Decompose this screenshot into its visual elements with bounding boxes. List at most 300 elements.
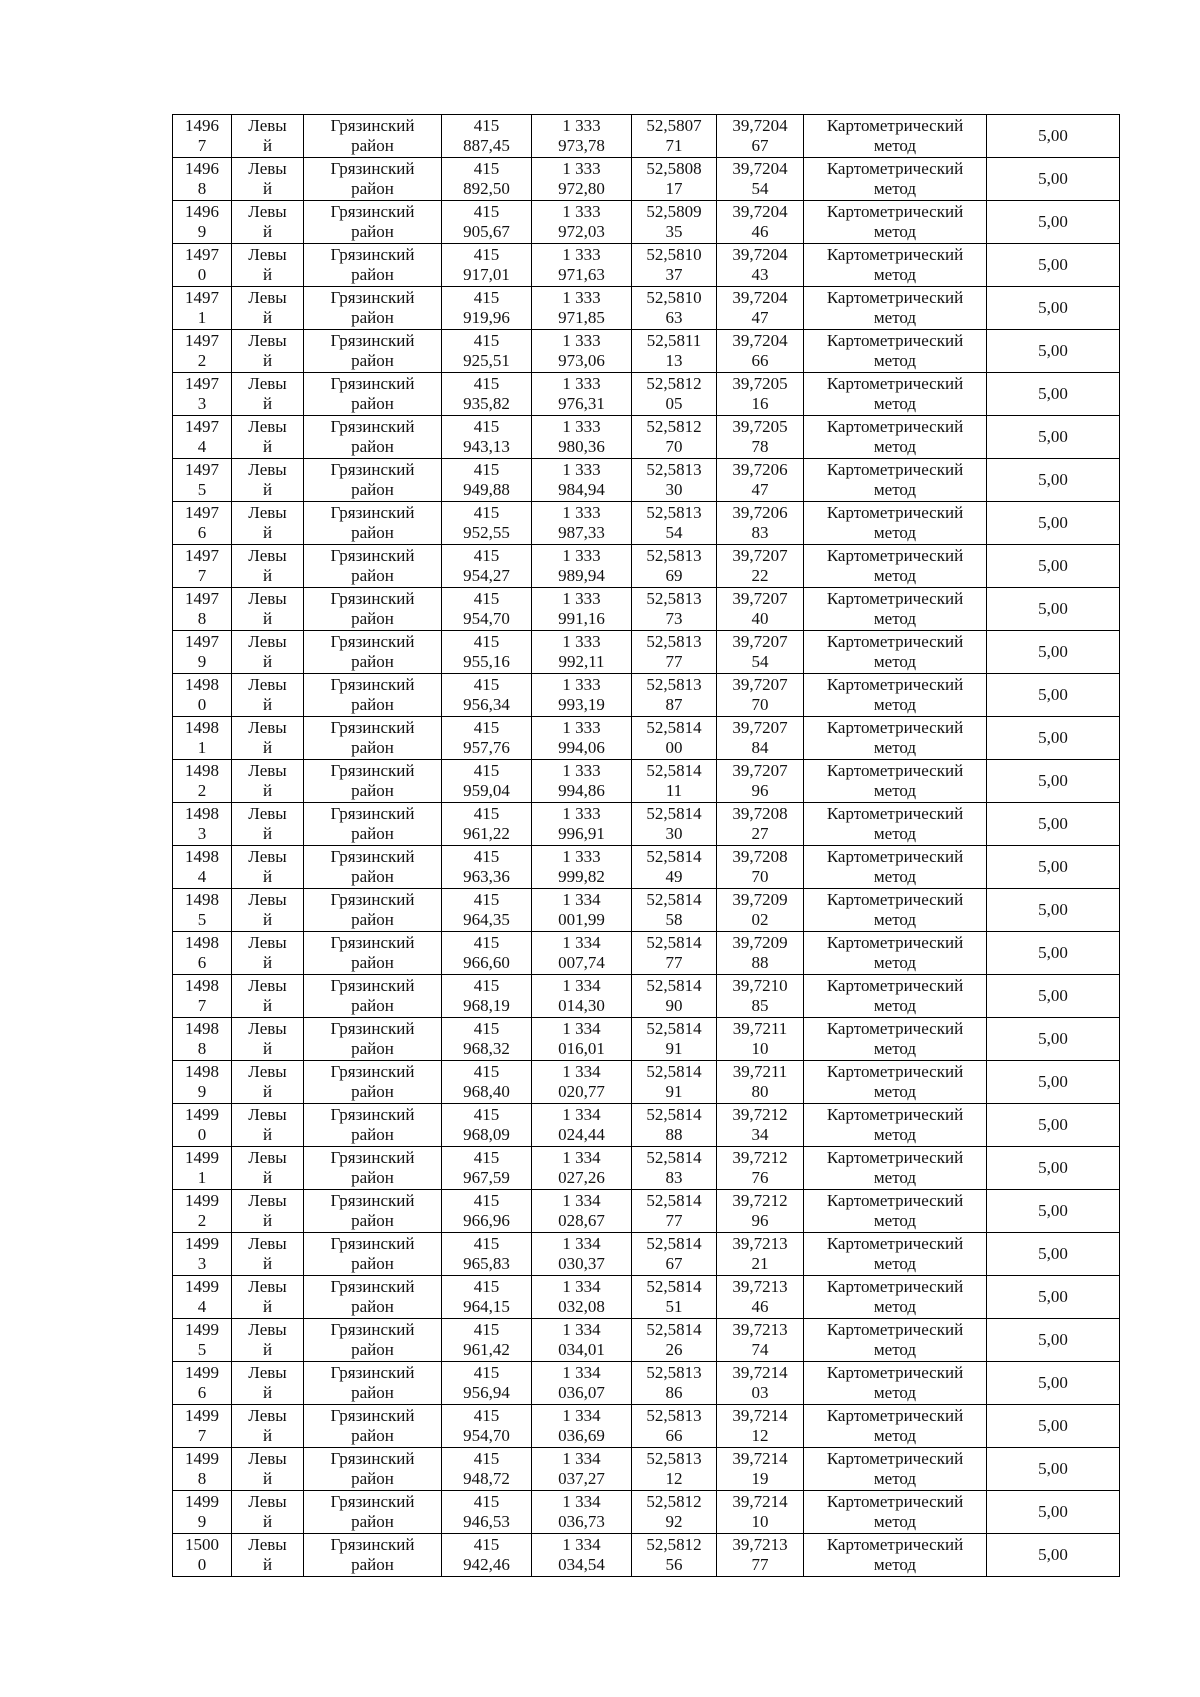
bank-side-line-2: й [262,1555,273,1574]
district-line-1: Грязинский [330,589,415,608]
coord-y-cell [532,201,632,244]
table-row [173,287,1120,330]
bank-side-cell [232,631,304,674]
method-cell [804,1448,987,1491]
point-number-line-1: 1497 [185,288,219,307]
coord-y-line-1: 1 334 [562,1105,601,1124]
coord-x-cell [442,1147,532,1190]
coord-y-line-2: 972,03 [558,222,605,241]
coord-x-line-2: 966,96 [463,1211,510,1230]
longitude-line-2: 70 [751,695,769,714]
district-cell [304,889,442,932]
accuracy-value: 5,00 [1038,1545,1068,1564]
point-number-cell [173,803,232,846]
coord-y-line-1: 1 333 [562,202,601,221]
method-cell [804,1362,987,1405]
coord-y-line-1: 1 334 [562,1492,601,1511]
coordinates-table [172,114,1120,1577]
longitude-line-1: 39,7212 [732,1191,788,1210]
point-number-cell [173,416,232,459]
accuracy-cell [987,115,1120,158]
district-line-2: район [351,695,394,714]
bank-side-cell [232,416,304,459]
latitude-line-2: 26 [665,1340,683,1359]
coord-y-cell [532,1104,632,1147]
point-number-cell [173,760,232,803]
accuracy-cell [987,201,1120,244]
district-line-2: район [351,394,394,413]
district-line-1: Грязинский [330,331,415,350]
coord-y-cell [532,1491,632,1534]
table-row [173,158,1120,201]
table-row [173,416,1120,459]
latitude-line-2: 56 [665,1555,683,1574]
bank-side-line-1: Левы [248,116,287,135]
latitude-line-2: 12 [665,1469,683,1488]
district-line-1: Грязинский [330,933,415,952]
district-line-1: Грязинский [330,890,415,909]
point-number-cell [173,1319,232,1362]
coord-y-line-2: 037,27 [558,1469,605,1488]
latitude-line-1: 52,5813 [646,1363,702,1382]
point-number-line-1: 1498 [185,847,219,866]
longitude-cell [717,1190,804,1233]
bank-side-line-2: й [262,179,273,198]
coord-y-line-2: 036,07 [558,1383,605,1402]
bank-side-line-1: Левы [248,761,287,780]
latitude-line-2: 17 [665,179,683,198]
accuracy-cell [987,330,1120,373]
bank-side-cell [232,717,304,760]
point-number-cell [173,373,232,416]
method-cell [804,545,987,588]
accuracy-value: 5,00 [1038,1287,1068,1306]
district-cell [304,1362,442,1405]
coord-y-cell [532,803,632,846]
district-line-1: Грязинский [330,460,415,479]
accuracy-cell [987,416,1120,459]
coord-x-line-2: 942,46 [463,1555,510,1574]
accuracy-cell [987,631,1120,674]
longitude-cell [717,846,804,889]
district-line-2: район [351,652,394,671]
longitude-cell [717,717,804,760]
method-line-1: Картометрический [826,1535,964,1554]
table-row [173,244,1120,287]
coord-x-cell [442,287,532,330]
bank-side-line-2: й [262,1469,273,1488]
point-number-line-2: 0 [197,1125,207,1144]
accuracy-cell [987,1147,1120,1190]
coord-x-line-2: 961,22 [463,824,510,843]
table-row [173,1147,1120,1190]
longitude-line-1: 39,7209 [732,890,788,909]
latitude-line-2: 30 [665,824,683,843]
bank-side-cell [232,588,304,631]
bank-side-cell [232,1233,304,1276]
coord-x-line-2: 956,94 [463,1383,510,1402]
latitude-line-2: 51 [665,1297,683,1316]
accuracy-value: 5,00 [1038,341,1068,360]
method-line-2: метод [873,781,917,800]
longitude-cell [717,1362,804,1405]
method-cell [804,1061,987,1104]
point-number-line-2: 2 [197,1211,207,1230]
longitude-cell [717,803,804,846]
method-line-2: метод [873,437,917,456]
bank-side-line-2: й [262,1426,273,1445]
point-number-cell [173,459,232,502]
bank-side-cell [232,1190,304,1233]
longitude-line-2: 80 [751,1082,769,1101]
bank-side-cell [232,158,304,201]
point-number-line-2: 1 [197,308,207,327]
coord-x-line-1: 415 [473,1492,500,1511]
longitude-line-2: 03 [751,1383,769,1402]
accuracy-cell [987,760,1120,803]
method-line-2: метод [873,1555,917,1574]
coord-y-cell [532,373,632,416]
method-line-1: Картометрический [826,1191,964,1210]
latitude-line-1: 52,5812 [646,1492,702,1511]
bank-side-line-1: Левы [248,804,287,823]
accuracy-value: 5,00 [1038,212,1068,231]
district-cell [304,373,442,416]
bank-side-line-2: й [262,480,273,499]
method-line-1: Картометрический [826,1148,964,1167]
longitude-cell [717,115,804,158]
method-cell [804,1190,987,1233]
point-number-line-1: 1498 [185,675,219,694]
coord-x-line-1: 415 [473,374,500,393]
coord-y-line-2: 001,99 [558,910,605,929]
method-line-1: Картометрический [826,417,964,436]
bank-side-cell [232,1491,304,1534]
point-number-line-1: 1497 [185,374,219,393]
method-line-2: метод [873,308,917,327]
accuracy-cell [987,1534,1120,1577]
coord-x-cell [442,1534,532,1577]
district-line-1: Грязинский [330,1148,415,1167]
method-line-2: метод [873,738,917,757]
coord-x-line-1: 415 [473,890,500,909]
coord-x-line-1: 415 [473,1535,500,1554]
district-cell [304,717,442,760]
longitude-line-2: 96 [751,1211,769,1230]
table-row [173,975,1120,1018]
coord-x-line-1: 415 [473,1320,500,1339]
bank-side-line-2: й [262,1297,273,1316]
method-line-2: метод [873,566,917,585]
bank-side-cell [232,1061,304,1104]
method-cell [804,502,987,545]
latitude-line-1: 52,5807 [646,116,702,135]
accuracy-value: 5,00 [1038,169,1068,188]
district-cell [304,932,442,975]
longitude-line-1: 39,7207 [732,589,788,608]
point-number-line-2: 9 [197,1512,207,1531]
district-cell [304,330,442,373]
accuracy-value: 5,00 [1038,642,1068,661]
latitude-line-2: 63 [665,308,683,327]
district-cell [304,244,442,287]
district-line-1: Грязинский [330,1062,415,1081]
coord-y-line-1: 1 333 [562,460,601,479]
coord-x-cell [442,201,532,244]
method-line-1: Картометрический [826,1406,964,1425]
district-cell [304,1276,442,1319]
longitude-cell [717,1491,804,1534]
district-line-1: Грязинский [330,1191,415,1210]
bank-side-line-1: Левы [248,1191,287,1210]
coord-x-line-2: 905,67 [463,222,510,241]
district-line-2: район [351,308,394,327]
coord-x-cell [442,373,532,416]
coord-x-cell [442,717,532,760]
latitude-line-1: 52,5809 [646,202,702,221]
coord-y-cell [532,459,632,502]
bank-side-line-1: Левы [248,1363,287,1382]
coord-y-line-1: 1 334 [562,1320,601,1339]
point-number-line-1: 1498 [185,976,219,995]
coord-y-line-2: 972,80 [558,179,605,198]
coord-x-line-2: 954,70 [463,609,510,628]
accuracy-value: 5,00 [1038,1072,1068,1091]
bank-side-line-2: й [262,824,273,843]
bank-side-cell [232,244,304,287]
latitude-cell [632,1104,717,1147]
point-number-line-1: 1496 [185,202,219,221]
coord-y-line-2: 989,94 [558,566,605,585]
method-cell [804,287,987,330]
method-cell [804,373,987,416]
latitude-line-2: 35 [665,222,683,241]
district-line-2: район [351,179,394,198]
latitude-cell [632,1405,717,1448]
coord-x-cell [442,1233,532,1276]
coord-x-line-2: 967,59 [463,1168,510,1187]
longitude-line-1: 39,7208 [732,804,788,823]
coord-y-cell [532,158,632,201]
coord-y-cell [532,932,632,975]
coord-y-line-1: 1 333 [562,245,601,264]
latitude-line-2: 05 [665,394,683,413]
method-cell [804,1147,987,1190]
point-number-line-2: 8 [197,179,207,198]
longitude-line-1: 39,7213 [732,1320,788,1339]
table-row [173,1319,1120,1362]
longitude-line-2: 77 [751,1555,769,1574]
longitude-line-2: 84 [751,738,769,757]
coord-y-cell [532,1276,632,1319]
accuracy-cell [987,545,1120,588]
longitude-line-1: 39,7204 [732,202,788,221]
coord-x-cell [442,115,532,158]
bank-side-line-1: Левы [248,847,287,866]
district-line-2: район [351,1555,394,1574]
coord-y-cell [532,717,632,760]
coord-x-line-1: 415 [473,1363,500,1382]
longitude-cell [717,1405,804,1448]
coord-x-line-1: 415 [473,1277,500,1296]
point-number-line-1: 1499 [185,1406,219,1425]
coord-x-cell [442,588,532,631]
latitude-cell [632,416,717,459]
coord-y-cell [532,115,632,158]
bank-side-line-1: Левы [248,1449,287,1468]
method-cell [804,1405,987,1448]
latitude-cell [632,975,717,1018]
district-line-2: район [351,738,394,757]
longitude-line-2: 74 [751,1340,769,1359]
method-line-1: Картометрический [826,374,964,393]
coord-y-line-1: 1 333 [562,417,601,436]
bank-side-line-2: й [262,1125,273,1144]
coord-x-line-2: 954,27 [463,566,510,585]
bank-side-line-2: й [262,953,273,972]
point-number-cell [173,631,232,674]
coord-x-cell [442,1104,532,1147]
latitude-cell [632,932,717,975]
latitude-line-1: 52,5814 [646,1148,702,1167]
point-number-cell [173,1491,232,1534]
bank-side-cell [232,846,304,889]
coord-x-cell [442,1276,532,1319]
point-number-line-1: 1498 [185,718,219,737]
coord-x-line-2: 892,50 [463,179,510,198]
district-line-1: Грязинский [330,1277,415,1296]
latitude-line-1: 52,5814 [646,718,702,737]
longitude-line-2: 88 [751,953,769,972]
latitude-cell [632,373,717,416]
coord-y-line-1: 1 333 [562,761,601,780]
longitude-line-2: 70 [751,867,769,886]
bank-side-line-1: Левы [248,202,287,221]
district-cell [304,1233,442,1276]
coord-y-line-1: 1 333 [562,331,601,350]
longitude-line-1: 39,7213 [732,1234,788,1253]
accuracy-value: 5,00 [1038,1373,1068,1392]
district-cell [304,1448,442,1491]
coord-x-line-1: 415 [473,1019,500,1038]
longitude-line-1: 39,7214 [732,1492,788,1511]
coord-x-line-1: 415 [473,546,500,565]
method-cell [804,975,987,1018]
longitude-line-2: 85 [751,996,769,1015]
method-line-2: метод [873,1426,917,1445]
coord-y-line-1: 1 334 [562,1062,601,1081]
coord-x-line-1: 415 [473,632,500,651]
point-number-line-2: 3 [197,1254,207,1273]
bank-side-line-2: й [262,1383,273,1402]
latitude-cell [632,1534,717,1577]
point-number-line-2: 7 [197,1426,207,1445]
bank-side-line-2: й [262,609,273,628]
coord-y-line-1: 1 334 [562,1406,601,1425]
point-number-cell [173,1147,232,1190]
bank-side-cell [232,1319,304,1362]
accuracy-value: 5,00 [1038,771,1068,790]
coord-x-cell [442,631,532,674]
method-line-2: метод [873,609,917,628]
longitude-cell [717,1276,804,1319]
longitude-cell [717,1104,804,1147]
coord-x-line-1: 415 [473,589,500,608]
coord-y-line-1: 1 333 [562,116,601,135]
latitude-line-2: 58 [665,910,683,929]
point-number-cell [173,115,232,158]
method-line-1: Картометрический [826,761,964,780]
latitude-line-2: 91 [665,1082,683,1101]
bank-side-line-1: Левы [248,1234,287,1253]
coord-x-line-2: 948,72 [463,1469,510,1488]
accuracy-value: 5,00 [1038,1201,1068,1220]
bank-side-line-1: Левы [248,546,287,565]
method-cell [804,330,987,373]
district-line-1: Грязинский [330,1105,415,1124]
longitude-cell [717,244,804,287]
coord-y-line-2: 987,33 [558,523,605,542]
bank-side-cell [232,932,304,975]
longitude-line-2: 34 [751,1125,769,1144]
bank-side-line-1: Левы [248,1406,287,1425]
latitude-line-2: 71 [665,136,683,155]
coord-x-cell [442,674,532,717]
district-line-2: район [351,1168,394,1187]
method-line-2: метод [873,351,917,370]
bank-side-line-1: Левы [248,718,287,737]
bank-side-line-2: й [262,351,273,370]
point-number-line-1: 1499 [185,1148,219,1167]
method-line-1: Картометрический [826,804,964,823]
coord-y-line-2: 034,54 [558,1555,605,1574]
point-number-line-1: 1498 [185,890,219,909]
coord-y-line-1: 1 334 [562,1019,601,1038]
accuracy-cell [987,244,1120,287]
coord-x-line-2: 887,45 [463,136,510,155]
latitude-cell [632,1491,717,1534]
coord-y-line-2: 973,78 [558,136,605,155]
coord-x-line-2: 935,82 [463,394,510,413]
coord-x-line-2: 957,76 [463,738,510,757]
point-number-line-2: 1 [197,1168,207,1187]
point-number-cell [173,846,232,889]
latitude-line-2: 13 [665,351,683,370]
bank-side-line-1: Левы [248,331,287,350]
district-line-2: район [351,1082,394,1101]
method-line-1: Картометрический [826,1234,964,1253]
bank-side-cell [232,1448,304,1491]
longitude-cell [717,1147,804,1190]
accuracy-cell [987,1491,1120,1534]
accuracy-cell [987,1061,1120,1104]
point-number-cell [173,545,232,588]
bank-side-line-1: Левы [248,1148,287,1167]
longitude-line-2: 47 [751,308,769,327]
longitude-line-2: 96 [751,781,769,800]
accuracy-cell [987,502,1120,545]
district-line-2: район [351,265,394,284]
coord-y-line-1: 1 334 [562,1277,601,1296]
coord-y-line-1: 1 333 [562,632,601,651]
point-number-line-2: 8 [197,609,207,628]
bank-side-cell [232,287,304,330]
longitude-line-2: 10 [751,1039,769,1058]
latitude-cell [632,1233,717,1276]
coord-y-line-1: 1 334 [562,1449,601,1468]
longitude-line-2: 43 [751,265,769,284]
method-line-1: Картометрический [826,718,964,737]
